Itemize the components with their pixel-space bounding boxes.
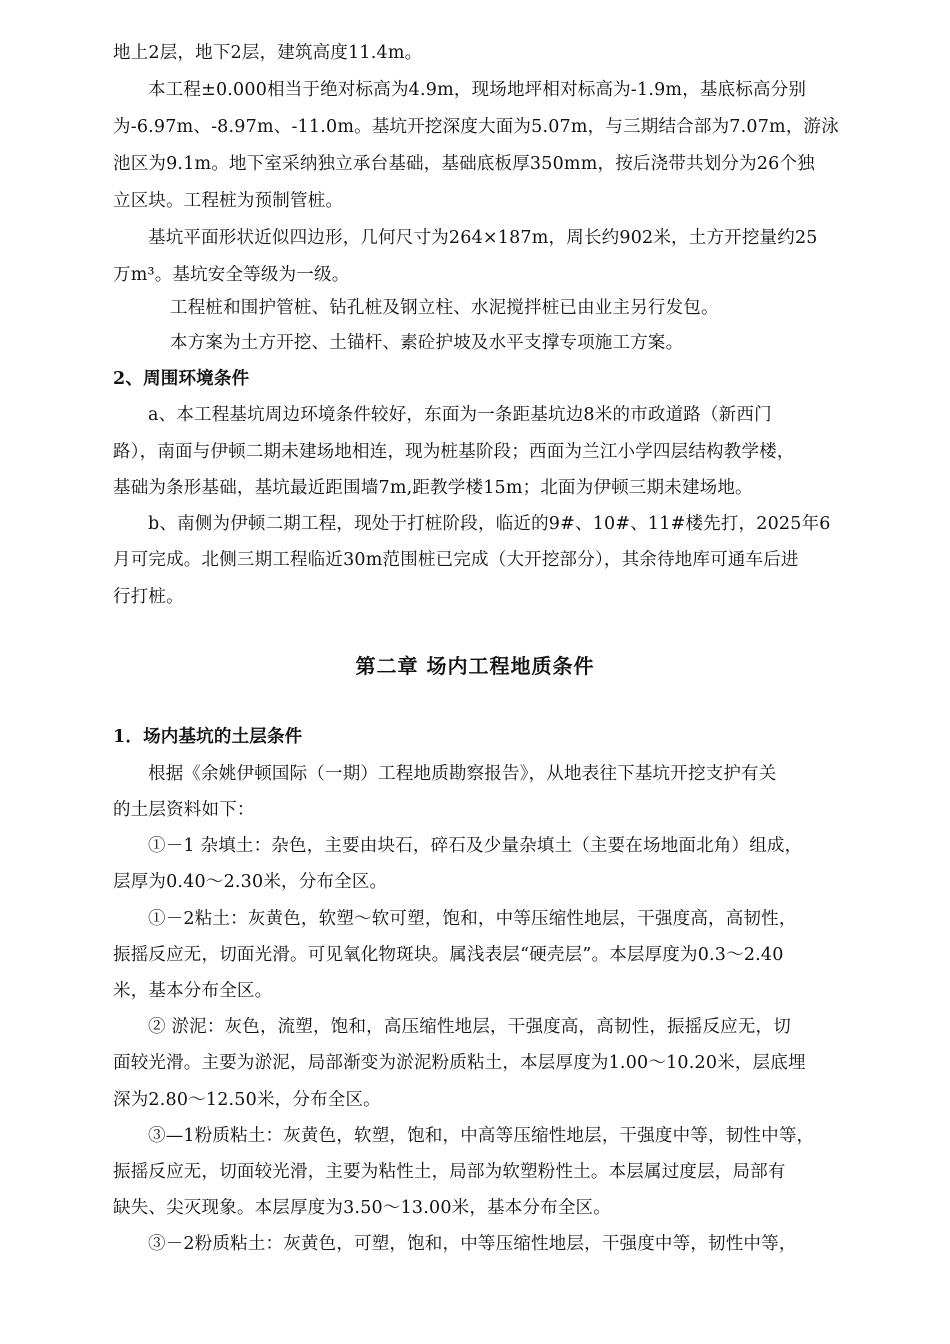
text-line: 基础为条形基础，基坑最近距围墙7m,距教学楼15m；北面为伊顿三期未建场地。	[113, 478, 753, 498]
text-line: a、本工程基坑周边环境条件较好，东面为一条距基坑边8米的市政道路（新西门	[148, 405, 772, 425]
text-line: 的土层资料如下：	[113, 800, 255, 820]
text-line: 万m³。基坑安全等级为一级。	[113, 265, 350, 285]
text-line: 月可完成。北侧三期工程临近30m范围桩已完成（大开挖部分），其余待地库可通车后进	[113, 550, 799, 570]
text-line: 深为2.80～12.50米，分布全区。	[113, 1090, 381, 1110]
text-line: 振摇反应无，切面较光滑，主要为粘性土，局部为软塑粉性土。本层属过度层，局部有	[113, 1162, 786, 1182]
text-line: 为-6.97m、-8.97m、-11.0m。基坑开挖深度大面为5.07m，与三期结合部为7.07m，游泳	[113, 117, 839, 137]
text-line: 行打桩。	[113, 587, 184, 607]
text-line: ② 淤泥：灰色，流塑，饱和，高压缩性地层，干强度高，高韧性，振摇反应无，切	[148, 1017, 791, 1037]
text-line: 地上2层，地下2层，建筑高度11.4m。	[113, 43, 423, 63]
section-heading: 1．场内基坑的土层条件	[113, 727, 303, 747]
text-line: ①－2粘土：灰黄色，软塑～软可塑，饱和，中等压缩性地层，干强度高，高韧性，	[148, 909, 797, 929]
text-line: 路），南面与伊顿二期未建场地相连，现为桩基阶段；西面为兰江小学四层结构教学楼，	[113, 442, 795, 462]
text-line: ①－1 杂填土：杂色，主要由块石，碎石及少量杂填土（主要在场地面北角）组成，	[148, 836, 803, 856]
text-line: 基坑平面形状近似四边形，几何尺寸为264×187m，周长约902米，土方开挖量约25	[148, 228, 818, 248]
text-line: 振摇反应无，切面光滑。可见氧化物斑块。属浅表层“硬壳层”。本层厚度为0.3～2.40	[113, 945, 784, 965]
text-line: ③—1粉质粘土：灰黄色，软塑，饱和，中高等压缩性地层，干强度中等，韧性中等，	[148, 1126, 815, 1146]
text-line: 面较光滑。主要为淤泥，局部渐变为淤泥粉质粘土，本层厚度为1.00～10.20米，层底埋	[113, 1053, 806, 1073]
text-line: 立区块。工程桩为预制管桩。	[113, 191, 344, 211]
text-line: 层厚为0.40～2.30米，分布全区。	[113, 872, 388, 892]
text-line: 米，基本分布全区。	[113, 981, 273, 1001]
section-heading: 2、周围环境条件	[113, 369, 250, 389]
text-line: 本工程±0.000相当于绝对标高为4.9m，现场地坪相对标高为-1.9m，基底标高分别	[148, 80, 807, 100]
text-line: 工程桩和围护管桩、钻孔桩及钢立柱、水泥搅拌桩已由业主另行发包。	[170, 298, 719, 318]
text-line: 根据《余姚伊顿国际（一期）工程地质勘察报告》，从地表往下基坑开挖支护有关	[148, 764, 777, 784]
text-line: ③－2粉质粘土：灰黄色，可塑，饱和，中等压缩性地层，干强度中等，韧性中等，	[148, 1234, 797, 1254]
text-line: 本方案为土方开挖、土锚杆、素砼护坡及水平支撑专项施工方案。	[170, 333, 684, 353]
text-line: b、南侧为伊顿二期工程，现处于打桩阶段，临近的9#、10#、11#楼先打，2025年6	[148, 514, 831, 534]
text-line: 缺失、尖灭现象。本层厚度为3.50～13.00米，基本分布全区。	[113, 1198, 611, 1218]
chapter-title: 第二章 场内工程地质条件	[355, 654, 595, 678]
text-line: 池区为9.1m。地下室采纳独立承台基础，基础底板厚350mm，按后浇带共划分为26个独	[113, 154, 815, 174]
